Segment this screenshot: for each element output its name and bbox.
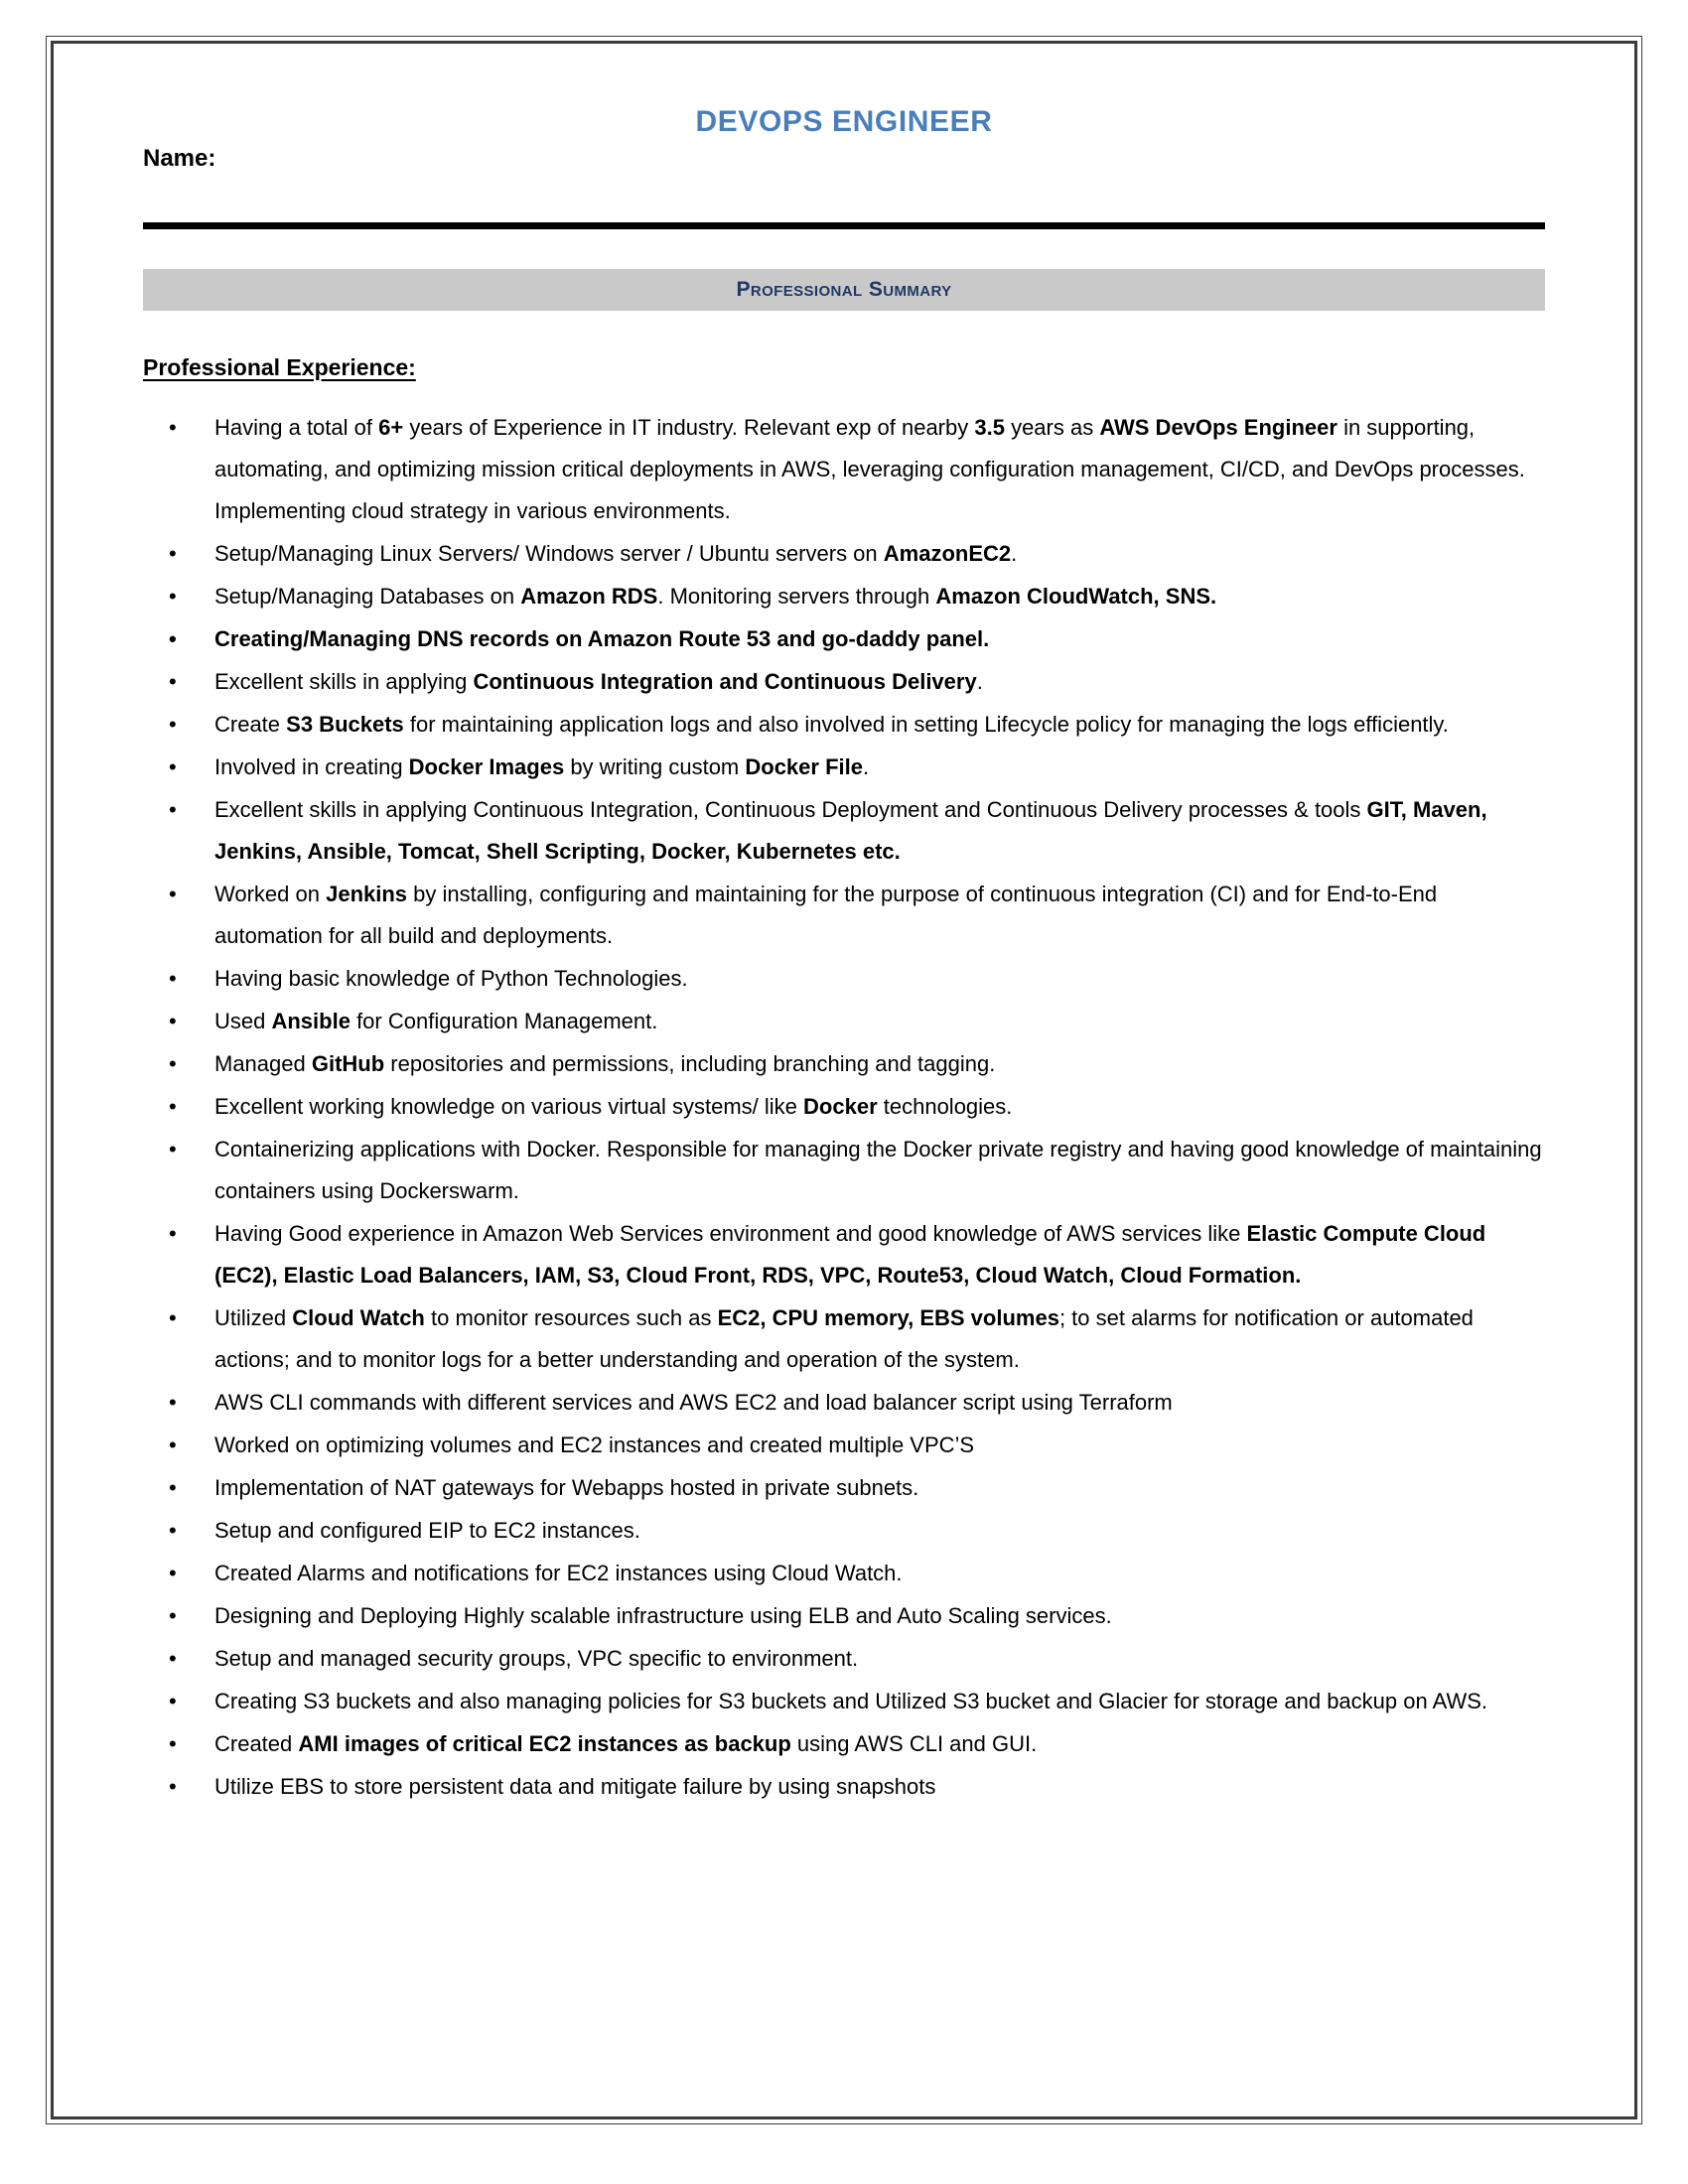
section-banner-professional-summary — [143, 269, 1545, 311]
bullet-aws-cli: • AWS CLI commands with different services and AWS EC2 and load balancer script using Terraform — [159, 1382, 1551, 1424]
page-title: DEVOPS ENGINEER — [695, 105, 993, 138]
bullet-s3-glacier: • Creating S3 buckets and also managing policies for S3 buckets and Utilized S3 bucket and Glacier for storage and backup on AWS. — [159, 1681, 1551, 1722]
bullet-python: • Having basic knowledge of Python Technologies. — [159, 958, 1551, 1000]
bullet-elb-autoscaling: • Designing and Deploying Highly scalable infrastructure using ELB and Auto Scaling services. — [159, 1595, 1551, 1637]
bullet-security-groups: • Setup and managed security groups, VPC specific to environment. — [159, 1638, 1551, 1680]
bullet-jenkins: • Worked on Jenkins by installing, configuring and maintaining for the purpose of continuous integration (CI) and for End-to-End automation for all build and deployments. — [159, 874, 1551, 957]
document-page-border-outer — [46, 36, 1642, 2124]
document-page-border-inner — [51, 41, 1637, 2119]
bullet-ci-cd-tools: • Excellent skills in applying Continuous Integration, Continuous Deployment and Continuous Delivery processes & tools GIT, Maven, Jenkins, Ansible, Tomcat, Shell Scripting, Docker, Kubernetes etc. — [159, 789, 1551, 873]
bullet-ebs-snapshots: • Utilize EBS to store persistent data and mitigate failure by using snapshots — [159, 1766, 1551, 1808]
bullet-virtual-systems: • Excellent working knowledge on various virtual systems/ like Docker technologies. — [159, 1086, 1551, 1128]
bullet-docker-images: • Involved in creating Docker Images by writing custom Docker File. — [159, 747, 1551, 788]
bullet-containerizing: • Containerizing applications with Docker. Responsible for managing the Docker private registry and having good knowledge of maintaining containers using Dockerswarm. — [159, 1129, 1551, 1212]
section-banner-label: Professional Summary — [736, 278, 952, 301]
document-header — [97, 81, 1591, 199]
document-page — [54, 44, 1634, 2116]
bullet-experience-total: • Having a total of 6+ years of Experience in IT industry. Relevant exp of nearby 3.5 years as AWS DevOps Engineer in supporting, automating, and optimizing mission critical deployments in AWS, leveraging configuration management, CI/CD, and DevOps processes. Implementing cloud strategy in various environments. — [159, 407, 1551, 532]
bullet-s3-buckets-logs: • Create S3 Buckets for maintaining application logs and also involved in setting Lifecycle policy for managing the logs efficiently. — [159, 704, 1551, 746]
bullet-dns-route53: • Creating/Managing DNS records on Amazon Route 53 and go-daddy panel. — [159, 618, 1551, 660]
bullet-ami-images: • Created AMI images of critical EC2 instances as backup using AWS CLI and GUI. — [159, 1723, 1551, 1765]
bullet-ansible: • Used Ansible for Configuration Management. — [159, 1001, 1551, 1042]
professional-experience-bullet-list — [159, 407, 1551, 1808]
bullet-github: • Managed GitHub repositories and permissions, including branching and tagging. — [159, 1043, 1551, 1085]
bullet-ci-cd-skills: • Excellent skills in applying Continuous Integration and Continuous Delivery. — [159, 661, 1551, 703]
bullet-databases-rds: • Setup/Managing Databases on Amazon RDS. Monitoring servers through Amazon CloudWatch, SNS. — [159, 576, 1551, 617]
bullet-optimizing-volumes: • Worked on optimizing volumes and EC2 instances and created multiple VPC’S — [159, 1425, 1551, 1466]
header-divider-rule — [143, 222, 1545, 229]
bullet-nat-gateways: • Implementation of NAT gateways for Webapps hosted in private subnets. — [159, 1467, 1551, 1509]
subsection-heading-professional-experience: Professional Experience: — [143, 354, 416, 380]
bullet-linux-servers: • Setup/Managing Linux Servers/ Windows server / Ubuntu servers on AmazonEC2. — [159, 533, 1551, 575]
bullet-alarms: • Created Alarms and notifications for EC2 instances using Cloud Watch. — [159, 1553, 1551, 1594]
bullet-cloud-watch: • Utilized Cloud Watch to monitor resources such as EC2, CPU memory, EBS volumes; to set alarms for notification or automated actions; and to monitor logs for a better understanding and operation of the system. — [159, 1297, 1551, 1381]
bullet-eip: • Setup and configured EIP to EC2 instances. — [159, 1510, 1551, 1552]
bullet-aws-services: • Having Good experience in Amazon Web Services environment and good knowledge of AWS services like Elastic Compute Cloud (EC2), Elastic Load Balancers, IAM, S3, Cloud Front, RDS, VPC, Route53, Cloud Watch, Cloud Formation. — [159, 1213, 1551, 1297]
name-label: Name: — [143, 145, 216, 172]
